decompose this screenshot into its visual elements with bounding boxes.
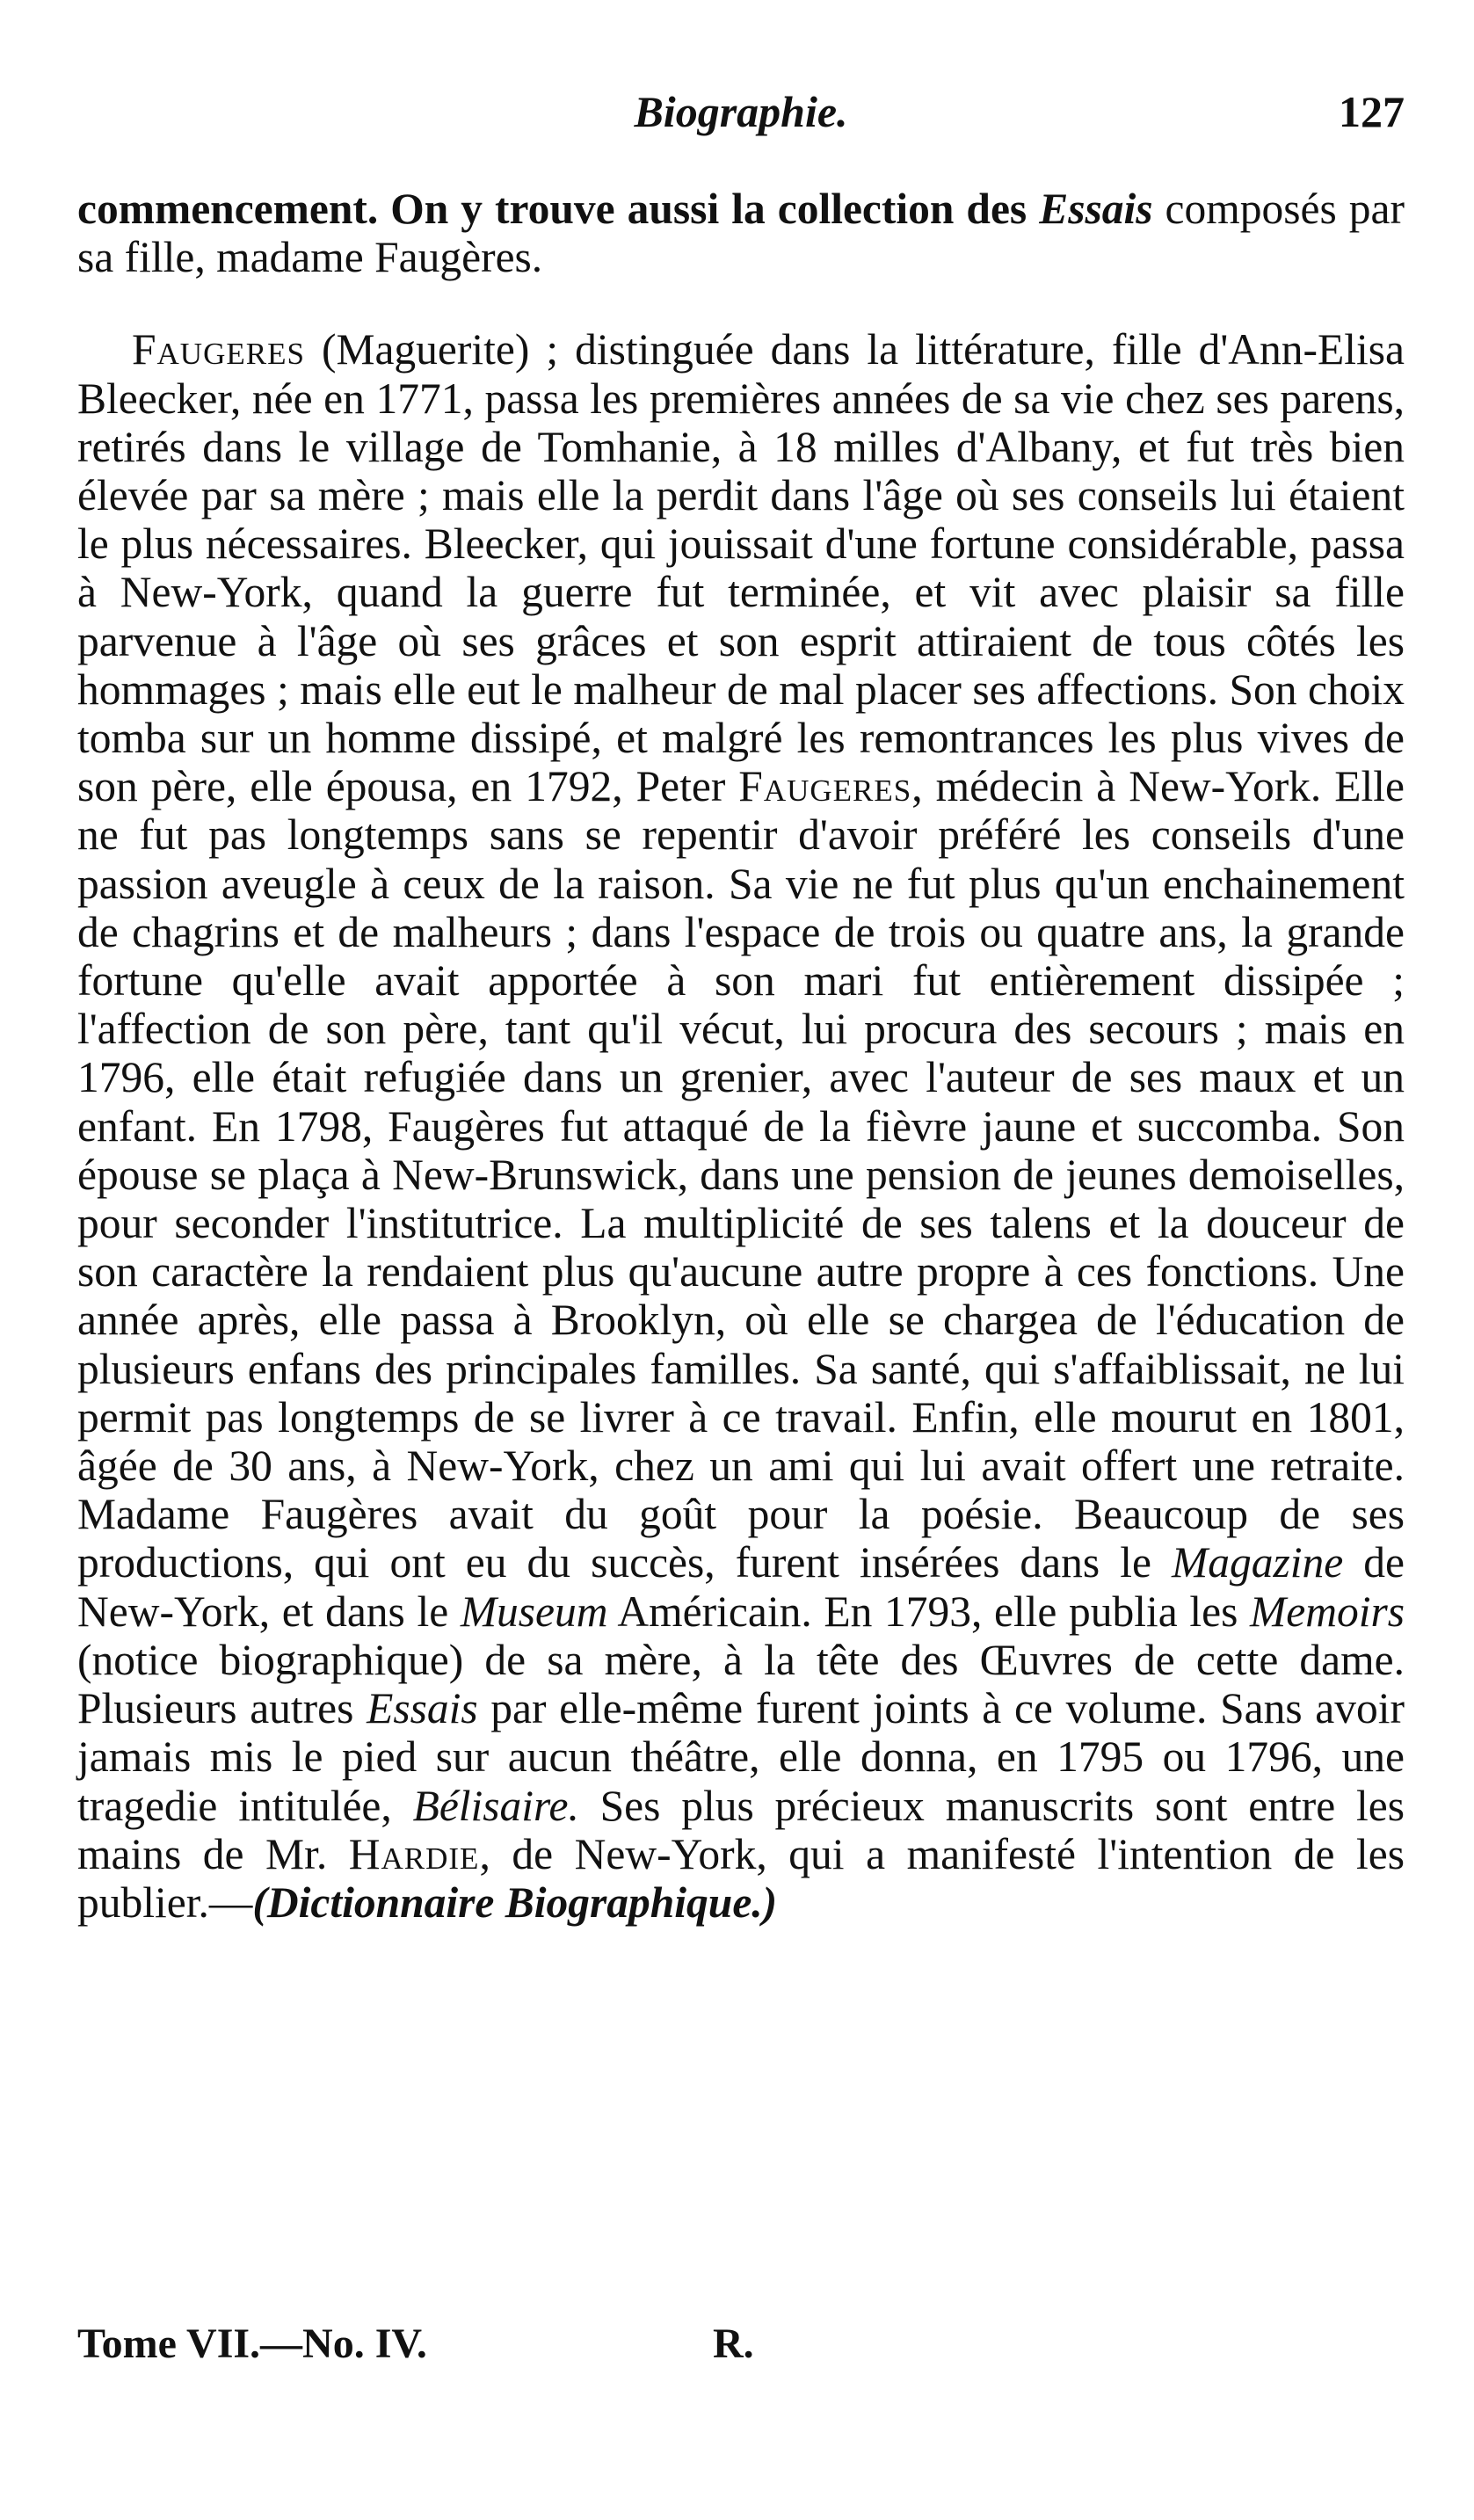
- magazine-title: Magazine: [1171, 1538, 1344, 1587]
- biography-text: (Maguerite) ; distinguée dans la littérature, fille d'Ann-Elisa Bleecker, née en 1771, passa les premières années de sa vie chez ses parens, retirés dans le village de Tomhanie, à 18 milles d'Albany, et fut très bien élevée par sa mère ; mais elle la perdit dans l'âge où ses conseils lui étaient le plus nécessaires. Bleecker, qui jouissait d'une fortune considérable, passa à New-York, quand la guerre fut terminée, et vit avec plaisir sa fille parvenue à l'âge où ses grâces et son esprit attiraient de tous côtés les hommages ; mais elle eut le malheur de mal placer ses affections. Son choix tomba sur un homme dissipé, et malgré les remontrances les plus vives de son père, elle épousa, en 1792, Peter: [77, 325, 1405, 811]
- husband-name: Faugeres: [738, 762, 912, 811]
- biography-text: (notice biographique) de sa mère, à la tête des Œuvres de cette dame. Plusieurs autres: [77, 1635, 1405, 1733]
- museum-title: Museum: [460, 1587, 608, 1636]
- biography-text: Ses plus précieux manuscrits sont entre les mains de Mr.: [77, 1781, 1405, 1878]
- opening-text-end: composés par sa fille, madame Faugères.: [77, 185, 1405, 282]
- biography-text: de New-York, et dans le: [77, 1538, 1405, 1636]
- source-citation: (Dictionnaire Biographique.): [252, 1877, 778, 1927]
- essais-title: Essais: [367, 1684, 478, 1733]
- opening-text: commencement. On y trouve aussi la collection des: [77, 185, 1040, 233]
- subject-name: Faugeres: [132, 325, 305, 374]
- volume-signature: Tome VII.—No. IV.: [77, 2320, 427, 2367]
- page-footer: [77, 2313, 868, 2375]
- running-title: Biographie.: [634, 87, 848, 136]
- hardie-name: Hardie: [348, 1829, 480, 1878]
- memoirs-title: Memoirs: [1250, 1587, 1405, 1636]
- printer-signature-mark: R.: [713, 2320, 754, 2367]
- page-number: 127: [1339, 87, 1405, 136]
- biography-text: , de New-York, qui a manifesté l'intention de les publier.—: [77, 1829, 1405, 1927]
- essais-title: Essais: [1039, 185, 1153, 233]
- biography-text: par elle-même furent joints à ce volume. Sans avoir jamais mis le pied sur aucun théâtre, elle donna, en 1795 ou 1796, une tragedie intitulée,: [77, 1684, 1405, 1830]
- running-head: [77, 81, 1405, 142]
- belisaire-title: Bélisaire.: [412, 1781, 579, 1830]
- opening-paragraph: [77, 185, 1405, 281]
- biography-text: Américain. En 1793, elle publia les: [607, 1587, 1251, 1636]
- biography-text: , médecin à New-York. Elle ne fut pas longtemps sans se repentir d'avoir préféré les conseils d'une passion aveugle à ceux de la raison. Sa vie ne fut plus qu'un enchainement de chagrins et de malheurs ; dans l'espace de trois ou quatre ans, la grande fortune qu'elle avait apportée à son mari fut entièrement dissipée ; l'affection de son père, tant qu'il vécut, lui procura des secours ; mais en 1796, elle était refugiée dans un grenier, avec l'auteur de ses maux et un enfant. En 1798, Faugères fut attaqué de la fièvre jaune et succomba. Son épouse se plaça à New-Brunswick, dans une pension de jeunes demoiselles, pour seconder l'institutrice. La multiplicité de ses talens et la douceur de son caractère la rendaient plus qu'aucune autre propre à ces fonctions. Une année après, elle passa à Brooklyn, où elle se chargea de l'éducation de plusieurs enfans des principales familles. Sa santé, qui s'affaiblissait, ne lui permit pas longtemps de se livrer à ce travail. Enfin, elle mourut en 1801, âgée de 30 ans, à New-York, chez un ami qui lui avait offert une retraite. Madame Faugères avait du goût pour la poésie. Beaucoup de ses productions, qui ont eu du succès, furent insérées dans le: [77, 762, 1405, 1587]
- body-text: [77, 185, 1405, 1927]
- biography-paragraph: [77, 325, 1405, 1927]
